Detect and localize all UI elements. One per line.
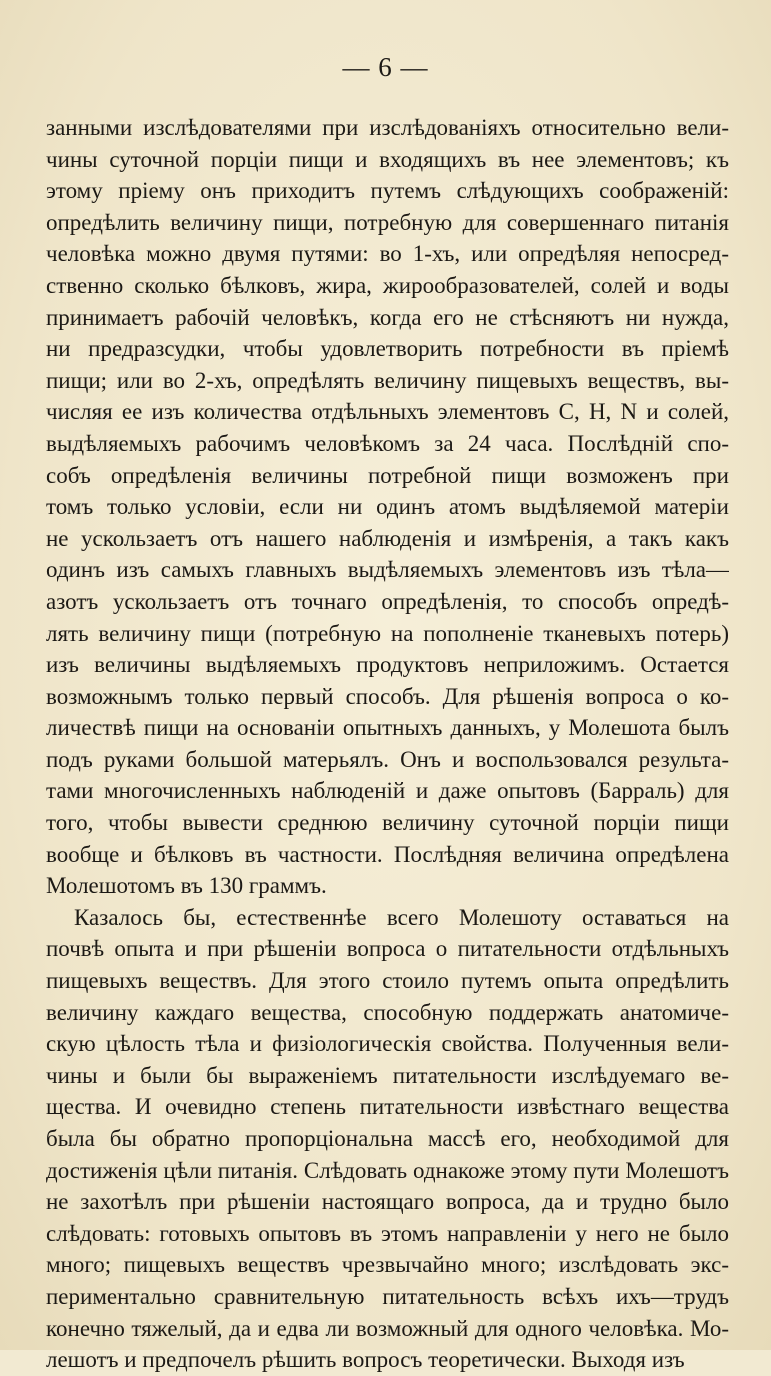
text-line: опредѣлить величину пищи, потребную для совершеннаго питанія	[46, 209, 729, 235]
page-number: — 6 —	[342, 52, 429, 82]
text-line: изъ величины выдѣляемыхъ продуктовъ неприложимъ. Остается	[46, 652, 729, 678]
text-line: ни предразсудки, чтобы удовлетворить потребности въ пріемѣ	[46, 336, 729, 362]
text-line: Казалось бы, естественнѣе всего Молешоту оставаться на	[74, 904, 729, 930]
text-line: принимаетъ рабочій человѣкъ, когда его не стѣсняютъ ни нужда,	[46, 304, 729, 330]
text-line: слѣдовать: готовыхъ опытовъ въ этомъ направленіи у него не было	[46, 1220, 729, 1246]
text-line: лять величину пищи (потребную на пополненіе тканевыхъ потерь)	[46, 620, 729, 646]
text-line: занными изслѣдователями при изслѣдованіяхъ относительно вели-	[46, 115, 729, 140]
text-line: подъ руками большой матерьялъ. Онъ и воспользовался результа-	[46, 746, 729, 772]
text-line: много; пищевыхъ веществъ чрезвычайно много; изслѣдовать экс-	[46, 1252, 729, 1278]
text-line: этому пріему онъ приходитъ путемъ слѣдующихъ соображеній:	[46, 178, 729, 204]
text-line: Молешотомъ въ 130 граммъ.	[46, 873, 327, 899]
text-line: томъ только условіи, если ни одинъ атомъ выдѣляемой матеріи	[46, 494, 729, 520]
text-line: периментально сравнительную питательность всѣхъ ихъ—трудъ	[46, 1283, 729, 1309]
text-line: щества. И очевидно степень питательности извѣстнаго вещества	[46, 1094, 729, 1120]
text-line: числяя ее изъ количества отдѣльныхъ элементовъ С, Н, N и солей,	[46, 399, 729, 425]
text-line: того, чтобы вывести среднюю величину суточной порціи пищи	[46, 810, 729, 836]
text-line: собъ опредѣленія величины потребной пищи возможенъ при	[46, 462, 729, 488]
text-line: тами многочисленныхъ наблюденій и даже опытовъ (Барраль) для	[46, 778, 729, 804]
text-line: величину каждаго вещества, способную поддержать анатомиче-	[46, 999, 729, 1025]
text-line: выдѣляемыхъ рабочимъ человѣкомъ за 24 часа. Послѣдній спо-	[46, 430, 729, 456]
text-line: была бы обратно пропорціональна массѣ его, необходимой для	[46, 1126, 729, 1151]
text-line: чины суточной порціи пищи и входящихъ въ нее элементовъ; къ	[46, 146, 729, 172]
text-line: почвѣ опыта и при рѣшеніи вопроса о питательности отдѣльныхъ	[46, 936, 729, 962]
text-line: конечно тяжелый, да и едва ли возможный для одного человѣка. Мо-	[46, 1315, 729, 1341]
text-line: чины и были бы выраженіемъ питательности изслѣдуемаго ве-	[46, 1062, 729, 1088]
text-line: пищевыхъ веществъ. Для этого стоило путемъ опыта опредѣлить	[46, 968, 729, 994]
text-line: не захотѣлъ при рѣшеніи настоящаго вопроса, да и трудно было	[46, 1189, 729, 1215]
paragraph-1	[46, 112, 729, 902]
text-line: вообще и бѣлковъ въ частности. Послѣдняя величина опредѣлена	[46, 841, 729, 867]
text-line: достиженія цѣли питанія. Слѣдовать однакоже этому пути Молешотъ	[46, 1157, 729, 1183]
paragraph-2	[46, 902, 729, 1376]
body-text	[46, 112, 729, 1376]
text-line: пищи; или во 2-хъ, опредѣлять величину пищевыхъ веществъ, вы-	[46, 367, 729, 393]
text-line: ственно сколько бѣлковъ, жира, жирообразователей, солей и воды	[46, 272, 729, 298]
text-line: скую цѣлость тѣла и физіологическія свойства. Полученныя вели-	[46, 1031, 729, 1057]
text-line: личествѣ пищи на основаніи опытныхъ данныхъ, у Молешота былъ	[46, 715, 729, 741]
text-line: лешотъ и предпочелъ рѣшить вопросъ теоретически. Выходя изъ	[46, 1347, 685, 1373]
text-line: человѣка можно двумя путями: во 1-хъ, или опредѣляя непосред-	[46, 241, 729, 267]
text-line: не ускользаетъ отъ нашего наблюденія и измѣренія, а такъ какъ	[46, 525, 729, 551]
text-line: возможнымъ только первый способъ. Для рѣшенія вопроса о ко-	[46, 683, 729, 709]
text-line: одинъ изъ самыхъ главныхъ выдѣляемыхъ элементовъ изъ тѣла—	[46, 557, 729, 583]
text-line: азотъ ускользаетъ отъ точнаго опредѣленія, то способъ опредѣ-	[46, 588, 729, 614]
